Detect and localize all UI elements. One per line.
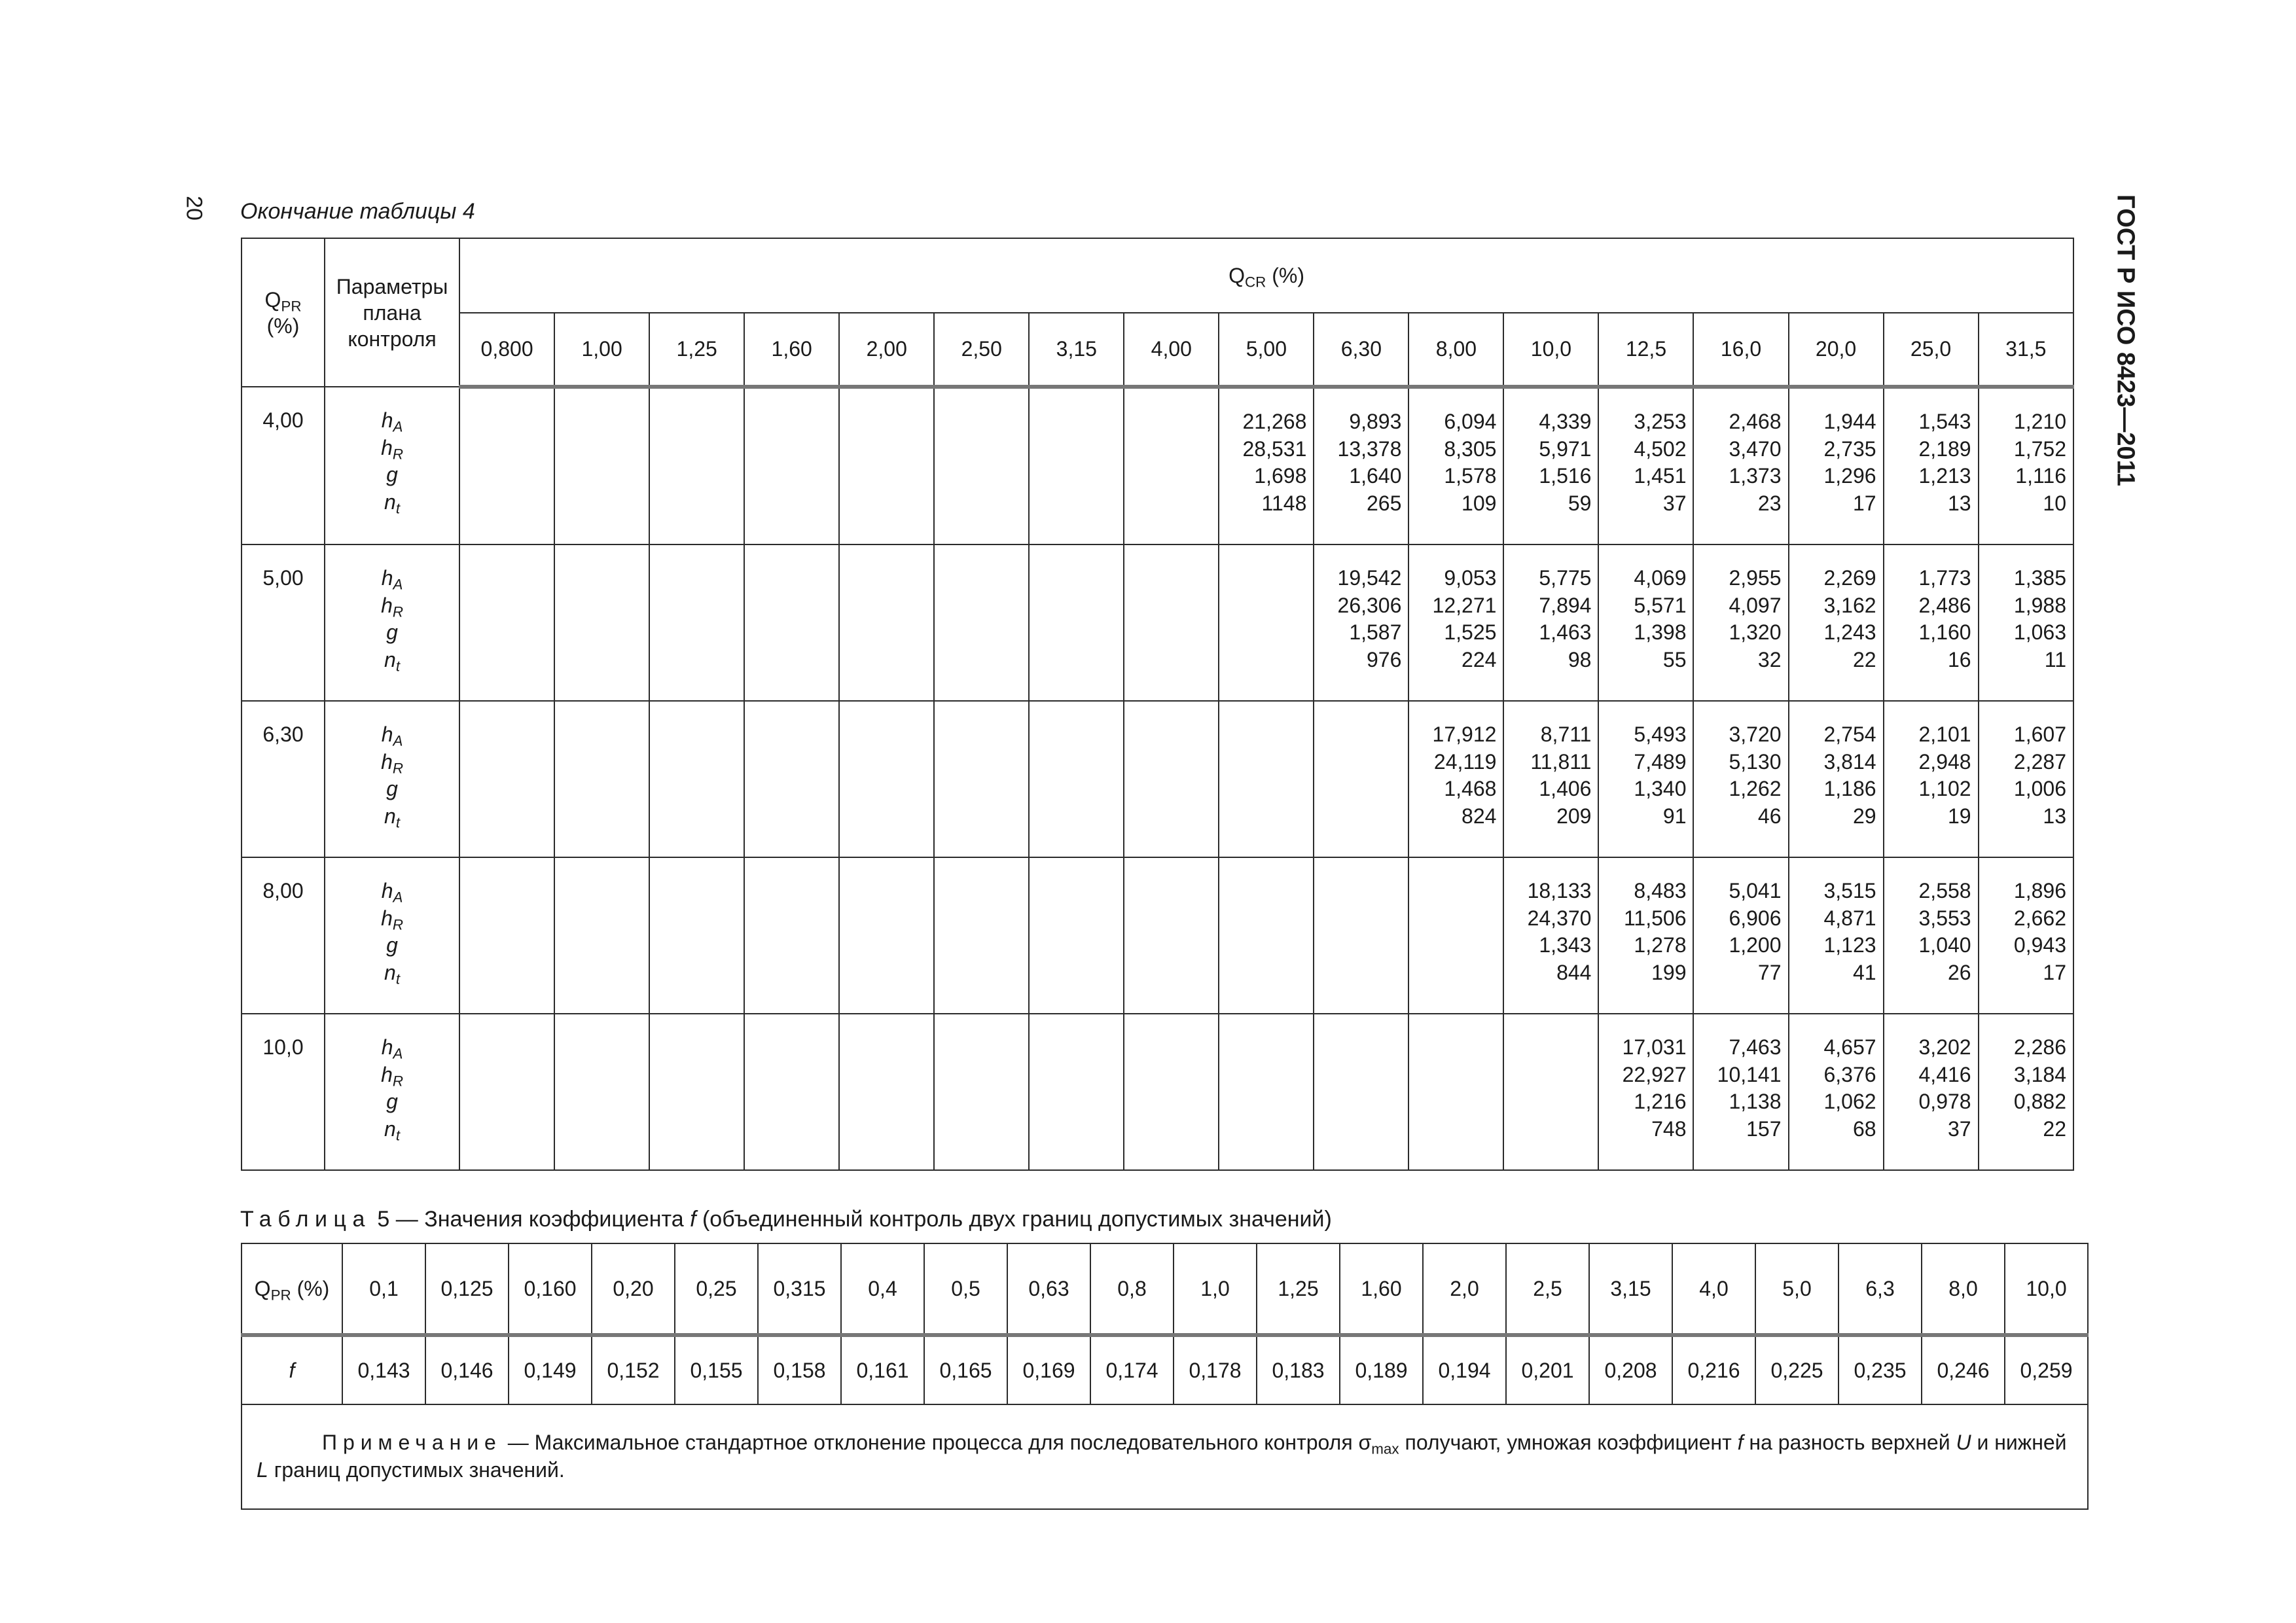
qpr-value-cell: 5,0 (1755, 1243, 1839, 1335)
data-cell: 1,944 2,735 1,296 17 (1789, 387, 1884, 544)
data-cell: 9,893 13,378 1,640 265 (1314, 387, 1408, 544)
data-cell: 3,202 4,416 0,978 37 (1884, 1014, 1979, 1170)
data-cell (554, 544, 649, 701)
qpr-row (242, 1243, 2088, 1335)
f-value-cell: 0,178 (1174, 1335, 1257, 1404)
f-value-cell: 0,216 (1672, 1335, 1755, 1404)
data-cell (459, 857, 554, 1014)
qpr-cell: 8,00 (242, 857, 325, 1014)
data-cell (459, 544, 554, 701)
data-cell: 5,041 6,906 1,200 77 (1693, 857, 1788, 1014)
qpr-value-cell: 0,125 (425, 1243, 509, 1335)
data-cell: 1,210 1,752 1,116 10 (1979, 387, 2073, 544)
data-cell (934, 544, 1029, 701)
qcr-header-cell: 6,30 (1314, 313, 1408, 387)
page-number: 20 (181, 196, 207, 221)
qpr-cell: 6,30 (242, 701, 325, 857)
data-cell (1314, 701, 1408, 857)
data-cell: 8,483 11,506 1,278 199 (1598, 857, 1693, 1014)
f-value-cell: 0,158 (758, 1335, 841, 1404)
data-cell (554, 857, 649, 1014)
f-value-cell: 0,143 (342, 1335, 425, 1404)
qcr-header-cell: 8,00 (1408, 313, 1503, 387)
qpr-value-cell: 0,4 (841, 1243, 924, 1335)
f-value-cell: 0,169 (1007, 1335, 1090, 1404)
qcr-header-cell: 2,00 (839, 313, 934, 387)
data-cell (744, 387, 839, 544)
table5 (241, 1243, 2089, 1510)
parameter-symbols-cell: $h_A$ $h_R$ g $n_t$ (325, 1014, 459, 1170)
data-cell (1219, 1014, 1314, 1170)
f-row (242, 1335, 2088, 1404)
data-cell (649, 387, 744, 544)
qpr-value-cell: 1,25 (1257, 1243, 1340, 1335)
f-value-cell: 0,161 (841, 1335, 924, 1404)
qcr-header-cell: 10,0 (1503, 313, 1598, 387)
data-cell: 3,515 4,871 1,123 41 (1789, 857, 1884, 1014)
data-cell (934, 1014, 1029, 1170)
qpr-value-cell: 0,20 (592, 1243, 675, 1335)
data-cell: 6,094 8,305 1,578 109 (1408, 387, 1503, 544)
qpr-value-cell: 0,25 (675, 1243, 758, 1335)
data-cell: 4,069 5,571 1,398 55 (1598, 544, 1693, 701)
data-cell: 18,133 24,370 1,343 844 (1503, 857, 1598, 1014)
qpr-value-cell: 2,0 (1423, 1243, 1506, 1335)
data-cell (554, 701, 649, 857)
data-cell (649, 1014, 744, 1170)
data-cell: 8,711 11,811 1,406 209 (1503, 701, 1598, 857)
f-value-cell: 0,246 (1922, 1335, 2005, 1404)
data-cell (744, 1014, 839, 1170)
data-cell (1124, 544, 1219, 701)
data-cell: 4,657 6,376 1,062 68 (1789, 1014, 1884, 1170)
header-plan-parameters: Параметры плана контроля (325, 238, 459, 387)
data-cell: 5,775 7,894 1,463 98 (1503, 544, 1598, 701)
qpr-cell: 5,00 (242, 544, 325, 701)
qpr-cell: 10,0 (242, 1014, 325, 1170)
data-cell: 2,558 3,553 1,040 26 (1884, 857, 1979, 1014)
qpr-value-cell: 2,5 (1506, 1243, 1589, 1335)
qcr-header-cell: 5,00 (1219, 313, 1314, 387)
data-cell: 5,493 7,489 1,340 91 (1598, 701, 1693, 857)
data-cell (1314, 857, 1408, 1014)
qpr-value-cell: 0,8 (1090, 1243, 1174, 1335)
data-cell (1124, 1014, 1219, 1170)
qcr-header-cell: 2,50 (934, 313, 1029, 387)
data-cell: 1,543 2,189 1,213 13 (1884, 387, 1979, 544)
data-cell (1219, 544, 1314, 701)
document-code: ГОСТ Р ИСО 8423—2011 (2111, 194, 2140, 486)
data-cell (1124, 701, 1219, 857)
data-cell: 1,607 2,287 1,006 13 (1979, 701, 2073, 857)
qpr-value-cell: 0,315 (758, 1243, 841, 1335)
table-row (242, 544, 2073, 701)
f-value-cell: 0,189 (1340, 1335, 1423, 1404)
data-cell (459, 387, 554, 544)
header-qpr: $Q_{PR}$ (%) (242, 238, 325, 387)
parameter-symbols-cell: $h_A$ $h_R$ g $n_t$ (325, 387, 459, 544)
data-cell (1029, 387, 1124, 544)
qcr-header-cell: 1,00 (554, 313, 649, 387)
data-cell (744, 701, 839, 857)
data-cell (934, 857, 1029, 1014)
table5-caption: Таблица 5 — Значения коэффициента f (объединенный контроль двух границ допустимых значений) (240, 1207, 1332, 1232)
data-cell: 1,896 2,662 0,943 17 (1979, 857, 2073, 1014)
qcr-header-cell: 31,5 (1979, 313, 2073, 387)
data-cell (554, 1014, 649, 1170)
qpr-value-cell: 1,0 (1174, 1243, 1257, 1335)
table-row (242, 857, 2073, 1014)
qcr-header-cell: 1,60 (744, 313, 839, 387)
qcr-header-cell: 20,0 (1789, 313, 1884, 387)
header-qpr: $Q_{PR}$ (%) (242, 1243, 342, 1335)
qcr-header-cell: 0,800 (459, 313, 554, 387)
table-row (242, 387, 2073, 544)
data-cell (1314, 1014, 1408, 1170)
data-cell: 2,286 3,184 0,882 22 (1979, 1014, 2073, 1170)
table5-note: Примечание — Максимальное стандартное отклонение процесса для последовательного контроля $\sigma_{max}$ получают, умножая коэффициент f на разность верхней U и нижней L границ допустимых значений. (242, 1404, 2088, 1509)
data-cell: 21,268 28,531 1,698 1148 (1219, 387, 1314, 544)
data-cell (554, 387, 649, 544)
header-qcr: $Q_{CR}$ (%) (459, 238, 2073, 313)
qpr-value-cell: 0,1 (342, 1243, 425, 1335)
qpr-value-cell: 3,15 (1589, 1243, 1672, 1335)
qpr-value-cell: 4,0 (1672, 1243, 1755, 1335)
data-cell (1503, 1014, 1598, 1170)
data-cell: 3,720 5,130 1,262 46 (1693, 701, 1788, 857)
f-value-cell: 0,152 (592, 1335, 675, 1404)
f-value-cell: 0,165 (924, 1335, 1007, 1404)
data-cell (1219, 857, 1314, 1014)
data-cell (1408, 857, 1503, 1014)
data-cell: 7,463 10,141 1,138 157 (1693, 1014, 1788, 1170)
table-row (242, 701, 2073, 857)
table4 (241, 238, 2074, 1171)
qpr-cell: 4,00 (242, 387, 325, 544)
data-cell (1029, 701, 1124, 857)
data-cell (934, 701, 1029, 857)
f-value-cell: 0,201 (1506, 1335, 1589, 1404)
f-value-cell: 0,174 (1090, 1335, 1174, 1404)
data-cell: 2,754 3,814 1,186 29 (1789, 701, 1884, 857)
data-cell (649, 701, 744, 857)
f-value-cell: 0,149 (509, 1335, 592, 1404)
data-cell (1124, 857, 1219, 1014)
data-cell (744, 857, 839, 1014)
f-value-cell: 0,208 (1589, 1335, 1672, 1404)
parameter-symbols-cell: $h_A$ $h_R$ g $n_t$ (325, 857, 459, 1014)
parameter-symbols-cell: $h_A$ $h_R$ g $n_t$ (325, 544, 459, 701)
qpr-value-cell: 1,60 (1340, 1243, 1423, 1335)
f-value-cell: 0,259 (2005, 1335, 2088, 1404)
data-cell (839, 387, 934, 544)
data-cell: 1,385 1,988 1,063 11 (1979, 544, 2073, 701)
data-cell (934, 387, 1029, 544)
data-cell: 9,053 12,271 1,525 224 (1408, 544, 1503, 701)
data-cell: 17,912 24,119 1,468 824 (1408, 701, 1503, 857)
data-cell (839, 857, 934, 1014)
qpr-value-cell: 0,160 (509, 1243, 592, 1335)
data-cell (649, 544, 744, 701)
data-cell: 2,269 3,162 1,243 22 (1789, 544, 1884, 701)
f-value-cell: 0,194 (1423, 1335, 1506, 1404)
qcr-header-cell: 25,0 (1884, 313, 1979, 387)
data-cell: 4,339 5,971 1,516 59 (1503, 387, 1598, 544)
f-value-cell: 0,225 (1755, 1335, 1839, 1404)
qpr-value-cell: 6,3 (1839, 1243, 1922, 1335)
qcr-header-cell: 16,0 (1693, 313, 1788, 387)
table-row (242, 1014, 2073, 1170)
data-cell (459, 701, 554, 857)
data-cell: 2,468 3,470 1,373 23 (1693, 387, 1788, 544)
data-cell (744, 544, 839, 701)
qpr-value-cell: 0,63 (1007, 1243, 1090, 1335)
data-cell: 3,253 4,502 1,451 37 (1598, 387, 1693, 544)
qcr-header-cell: 1,25 (649, 313, 744, 387)
data-cell: 2,955 4,097 1,320 32 (1693, 544, 1788, 701)
data-cell (1029, 1014, 1124, 1170)
f-value-cell: 0,155 (675, 1335, 758, 1404)
data-cell (839, 1014, 934, 1170)
qcr-value-row (242, 313, 2073, 387)
qcr-header-cell: 12,5 (1598, 313, 1693, 387)
data-cell: 19,542 26,306 1,587 976 (1314, 544, 1408, 701)
data-cell (1124, 387, 1219, 544)
qcr-header-cell: 4,00 (1124, 313, 1219, 387)
qpr-value-cell: 10,0 (2005, 1243, 2088, 1335)
qcr-header-cell: 3,15 (1029, 313, 1124, 387)
data-cell (1029, 857, 1124, 1014)
data-cell (1219, 701, 1314, 857)
data-cell (1408, 1014, 1503, 1170)
data-cell (839, 544, 934, 701)
data-cell (1029, 544, 1124, 701)
table4-caption: Окончание таблицы 4 (240, 199, 475, 224)
data-cell: 2,101 2,948 1,102 19 (1884, 701, 1979, 857)
qpr-value-cell: 8,0 (1922, 1243, 2005, 1335)
data-cell (839, 701, 934, 857)
data-cell: 1,773 2,486 1,160 16 (1884, 544, 1979, 701)
data-cell (459, 1014, 554, 1170)
data-cell (649, 857, 744, 1014)
qpr-value-cell: 0,5 (924, 1243, 1007, 1335)
f-label: f (242, 1335, 342, 1404)
f-value-cell: 0,183 (1257, 1335, 1340, 1404)
data-cell: 17,031 22,927 1,216 748 (1598, 1014, 1693, 1170)
f-value-cell: 0,235 (1839, 1335, 1922, 1404)
f-value-cell: 0,146 (425, 1335, 509, 1404)
parameter-symbols-cell: $h_A$ $h_R$ g $n_t$ (325, 701, 459, 857)
